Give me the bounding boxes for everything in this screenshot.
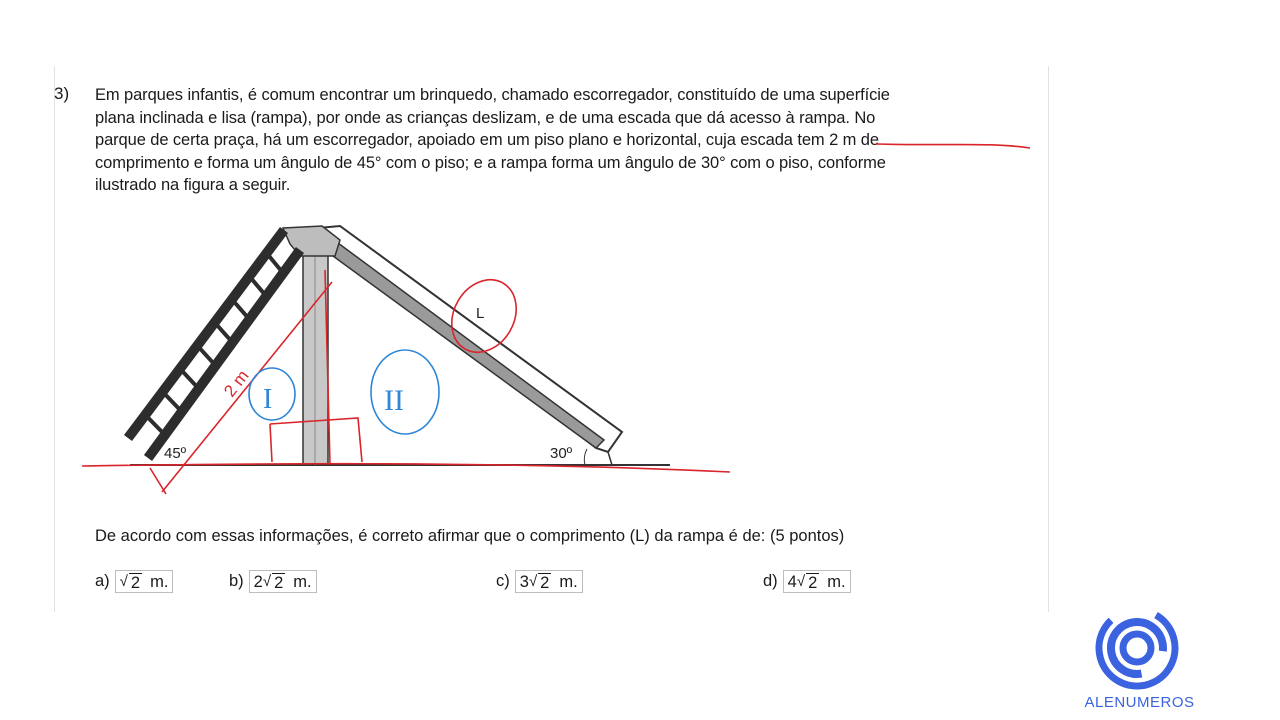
- ladder-rung: [267, 253, 283, 273]
- option-radicand: 2: [274, 573, 284, 592]
- red-ladder-end: [150, 468, 166, 494]
- option-c[interactable]: [496, 570, 583, 593]
- option-label: d): [763, 572, 778, 590]
- angle-arc-30: [584, 449, 587, 465]
- region-II-label: II: [384, 384, 404, 417]
- option-b[interactable]: [229, 570, 317, 593]
- ramp-edge: [322, 240, 604, 448]
- option-coefficient: 4: [787, 572, 797, 591]
- question-line: plana inclinada e lisa (rampa), por onde as crianças deslizam, e de uma escada que dá acesso à rampa. No: [95, 108, 876, 127]
- option-value-box: [249, 570, 317, 593]
- brand-name: ALENUMEROS: [1084, 694, 1195, 711]
- angle-30-label: 30º: [550, 445, 573, 462]
- ladder-rung: [232, 299, 249, 319]
- angle-45-label: 45º: [164, 445, 187, 462]
- ladder-rung: [145, 415, 165, 435]
- ramp: [318, 226, 622, 452]
- option-coefficient: 3: [519, 572, 529, 591]
- sqrt-symbol: √ 2: [262, 572, 284, 592]
- question-line: parque de certa praça, há um escorregador, apoiado em um piso plano e horizontal, cuja escada tem 2 m de: [95, 131, 879, 149]
- option-a[interactable]: [95, 570, 173, 593]
- ladder-rung: [180, 369, 199, 389]
- option-value-box: [515, 570, 583, 593]
- question-line: Em parques infantis, é comum encontrar um brinquedo, chamado escorregador, constituído de uma superfície: [95, 86, 890, 104]
- sqrt-symbol: √ 2: [119, 572, 141, 592]
- ladder-rung: [249, 276, 266, 296]
- option-radicand: 2: [130, 573, 141, 592]
- ladder-length-label: 2 m: [220, 366, 253, 401]
- option-unit: m.: [150, 572, 169, 591]
- option-unit: m.: [559, 572, 578, 591]
- option-unit: m.: [827, 572, 846, 591]
- question-number: 3): [54, 84, 70, 103]
- ramp-length-label: L: [476, 305, 485, 322]
- option-label: a): [95, 572, 110, 590]
- ramp-rail: [340, 226, 622, 432]
- option-label: c): [496, 572, 510, 590]
- option-coefficient: 2: [253, 572, 263, 591]
- option-unit: m.: [293, 572, 312, 591]
- question-prompt: De acordo com essas informações, é correto afirmar que o comprimento (L) da rampa é de: (5 pontos): [95, 527, 845, 545]
- option-d[interactable]: [763, 570, 851, 593]
- option-value-box: [115, 570, 174, 593]
- blue-annotations: [249, 350, 439, 434]
- question-line: comprimento e forma um ângulo de 45° com o piso; e a rampa forma um ângulo de 30° com o piso, conforme: [95, 153, 886, 172]
- option-label: b): [229, 572, 244, 590]
- option-radicand: 2: [540, 573, 550, 592]
- ladder-rung: [163, 392, 182, 412]
- red-annotations: [82, 144, 1030, 494]
- option-value-box: [783, 570, 851, 593]
- region-I-label: I: [263, 384, 273, 415]
- ladder-rung: [197, 346, 215, 366]
- ramp-end: [608, 452, 612, 465]
- option-radicand: 2: [808, 573, 818, 592]
- question-line: ilustrado na figura a seguir.: [95, 176, 291, 194]
- ladder-rung: [215, 322, 233, 342]
- red-underline: [876, 144, 1030, 148]
- sqrt-symbol: √ 2: [796, 572, 818, 592]
- blue-circle-II: [371, 350, 439, 434]
- sqrt-symbol: √ 2: [528, 572, 550, 592]
